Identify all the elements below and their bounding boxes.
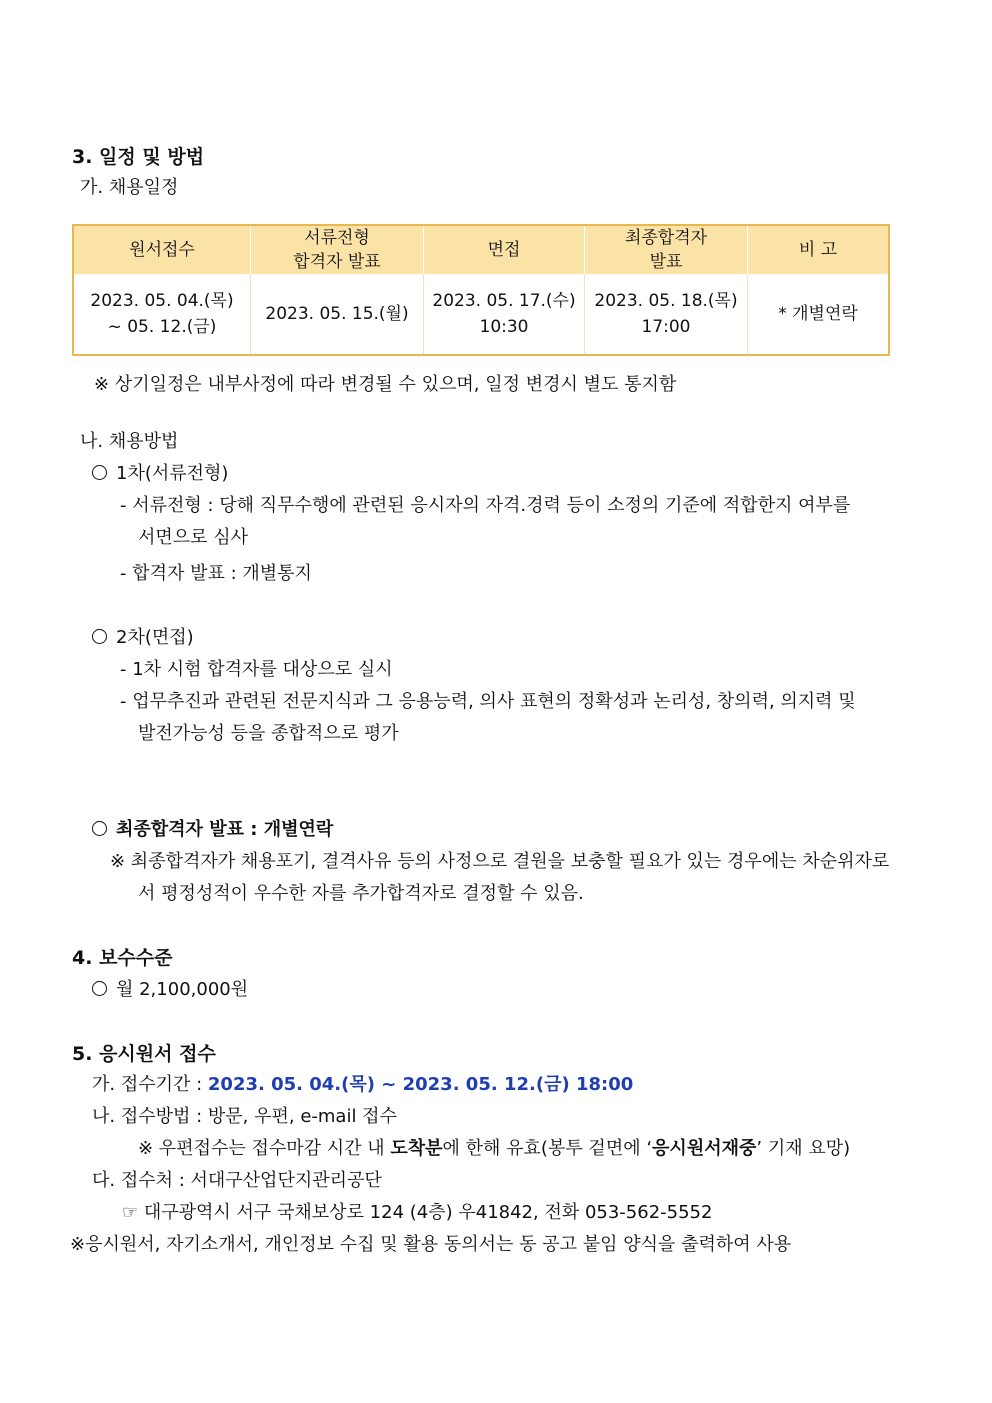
final-result-title (92, 815, 333, 841)
header-application: 원서접수 (73, 225, 251, 274)
application-method: 나. 접수방법 : 방문, 우편, e-mail 접수 (92, 1106, 397, 1127)
header-remarks: 비 고 (748, 225, 890, 274)
round2-title (92, 623, 194, 649)
circle-bullet-icon (92, 629, 107, 644)
subsection-schedule: 가. 채용일정 (80, 177, 179, 198)
postal-note-bold-enclosed: 응시원서재중 (652, 1138, 757, 1159)
circle-bullet-icon (92, 981, 107, 996)
section-4-title: 4. 보수수준 (72, 947, 173, 969)
header-interview: 면접 (424, 225, 585, 274)
application-period (92, 1070, 633, 1096)
cell-interview-date-text: 2023. 05. 17.(수) 10:30 (432, 291, 576, 337)
round2-item2-line1: - 업무추진과 관련된 전문지식과 그 응용능력, 의사 표현의 정확성과 논리성, 창의력, 의지력 및 (120, 691, 856, 712)
postal-note-bold-arrival: 도착분 (390, 1138, 443, 1159)
schedule-header-row (73, 225, 889, 274)
application-place: 다. 접수처 : 서대구산업단지관리공단 (92, 1170, 382, 1191)
round2-item1: - 1차 시험 합격자를 대상으로 실시 (120, 659, 393, 680)
cell-final-result-date-text: 2023. 05. 18.(목) 17:00 (594, 291, 738, 337)
final-note-line2: 서 평정성적이 우수한 자를 추가합격자로 결정할 수 있음. (138, 883, 584, 904)
final-note-line1: ※ 최종합격자가 채용포기, 결격사유 등의 사정으로 결원을 보충할 필요가 있는 경우에는 차순위자로 (110, 851, 890, 872)
application-period-value: 2023. 05. 04.(목) ~ 2023. 05. 12.(금) 18:00 (207, 1074, 634, 1095)
round1-title-text: 1차(서류전형) (116, 463, 229, 484)
salary-text: 월 2,100,000원 (116, 979, 249, 1000)
header-document-result-text: 서류전형 합격자 발표 (293, 228, 381, 272)
cell-interview-date (424, 274, 585, 355)
round1-item1-line1: - 서류전형 : 당해 직무수행에 관련된 응시자의 자격.경력 등이 소정의 기준에 적합한지 여부를 (120, 495, 851, 516)
postal-note-post: ’ 기재 요망) (756, 1138, 851, 1159)
postal-note-pre: ※ 우편접수는 접수마감 시간 내 (138, 1138, 391, 1159)
header-final-result-text: 최종합격자 발표 (624, 228, 708, 272)
cell-document-result-date: 2023. 05. 15.(월) (251, 274, 424, 355)
final-result-title-text: 최종합격자 발표 : 개별연락 (116, 819, 334, 840)
application-period-label: 가. 접수기간 : (92, 1074, 208, 1095)
footer-note: ※응시원서, 자기소개서, 개인정보 수집 및 활용 동의서는 동 공고 붙임 양식을 출력하여 사용 (70, 1234, 792, 1255)
header-final-result (585, 225, 748, 274)
schedule-table (72, 224, 890, 356)
postal-note-mid: 에 한해 유효(봉투 겉면에 ‘ (442, 1138, 653, 1159)
header-document-result (251, 225, 424, 274)
cell-application-period (73, 274, 251, 355)
round1-title (92, 459, 228, 485)
cell-remarks: * 개별연락 (778, 304, 858, 324)
schedule-data-row (73, 274, 889, 355)
round2-item2-line2: 발전가능성 등을 종합적으로 평가 (138, 723, 399, 744)
schedule-note: ※ 상기일정은 내부사정에 따라 변경될 수 있으며, 일정 변경시 별도 통지함 (94, 374, 677, 395)
round2-title-text: 2차(면접) (116, 627, 194, 648)
circle-bullet-icon (92, 821, 107, 836)
circle-bullet-icon (92, 465, 107, 480)
section-3-title: 3. 일정 및 방법 (72, 146, 205, 168)
address-line: ☞ 대구광역시 서구 국채보상로 124 (4층) 우41842, 전화 053-562-5552 (122, 1202, 713, 1223)
round1-item1-line2: 서면으로 심사 (138, 527, 249, 548)
cell-final-result-date (585, 274, 748, 355)
round1-item2: - 합격자 발표 : 개별통지 (120, 563, 312, 584)
postal-note (138, 1134, 850, 1160)
section-5-title: 5. 응시원서 접수 (72, 1043, 216, 1065)
salary-item (92, 975, 248, 1001)
cell-application-period-text: 2023. 05. 04.(목) ~ 05. 12.(금) (90, 291, 234, 337)
subsection-method: 나. 채용방법 (80, 431, 179, 452)
